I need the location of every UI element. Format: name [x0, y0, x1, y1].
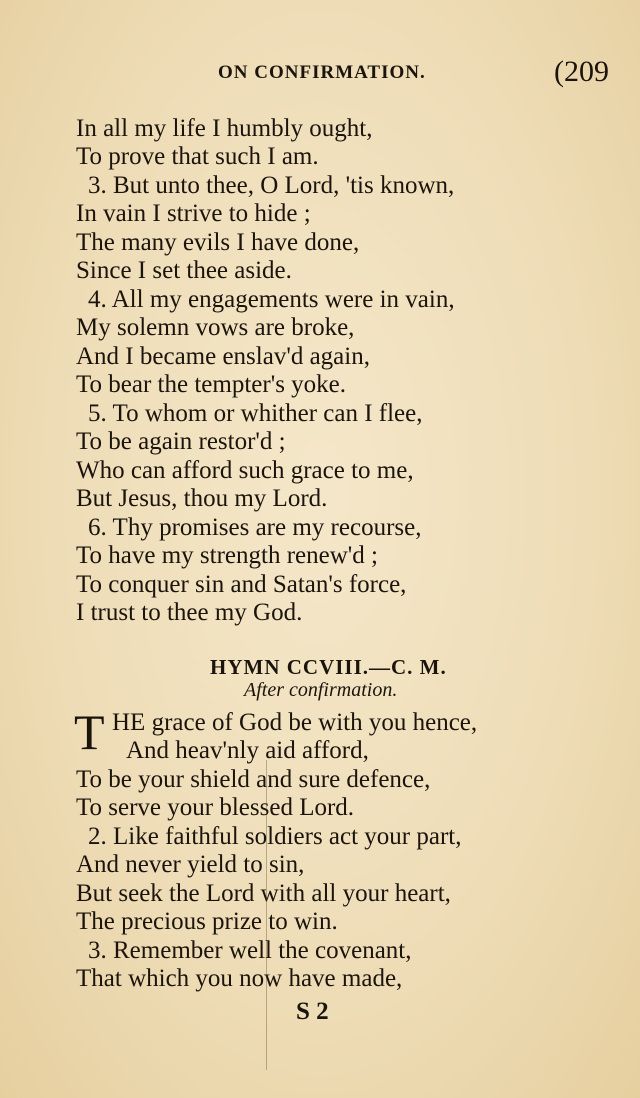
verse-line: In all my life I humbly ought,	[76, 115, 373, 142]
verse-line: 5. To whom or whither can I flee,	[88, 400, 423, 427]
verse-line: In vain I strive to hide ;	[76, 200, 311, 227]
hymn-line: But seek the Lord with all your heart,	[76, 880, 451, 907]
signature-mark: S 2	[296, 998, 329, 1025]
hymn-line: And heav'nly aid afford,	[126, 737, 369, 764]
verse-line: My solemn vows are broke,	[76, 314, 355, 341]
verse-line: Who can afford such grace to me,	[76, 457, 414, 484]
paper-crease	[266, 760, 267, 1070]
hymn-line: 2. Like faithful soldiers act your part,	[88, 823, 462, 850]
verse-line: 6. Thy promises are my recourse,	[88, 514, 422, 541]
hymn-line: To be your shield and sure defence,	[76, 766, 431, 793]
verse-line: 4. All my engagements were in vain,	[88, 286, 455, 313]
hymn-line: 3. Remember well the covenant,	[88, 937, 412, 964]
hymn-line: To serve your blessed Lord.	[76, 794, 355, 821]
verse-line: To have my strength renew'd ;	[76, 542, 378, 569]
page-number: (209	[554, 55, 609, 88]
verse-line: The many evils I have done,	[76, 229, 360, 256]
running-title: ON CONFIRMATION.	[218, 62, 426, 83]
verse-line: Since I set thee aside.	[76, 257, 292, 284]
verse-line: To bear the tempter's yoke.	[76, 371, 347, 398]
verse-line: To prove that such I am.	[76, 143, 319, 170]
hymn-subtitle: After confirmation.	[244, 679, 398, 701]
hymn-line: That which you now have made,	[76, 965, 403, 992]
verse-line: 3. But unto thee, O Lord, 'tis known,	[88, 172, 455, 199]
verse-line: But Jesus, thou my Lord.	[76, 485, 328, 512]
hymn-line: And never yield to sin,	[76, 851, 305, 878]
hymn-line: HE grace of God be with you hence,	[112, 709, 478, 736]
drop-cap: T	[74, 704, 105, 760]
verse-line: To conquer sin and Satan's force,	[76, 571, 407, 598]
hymn-line: The precious prize to win.	[76, 908, 338, 935]
verse-line: And I became enslav'd again,	[76, 343, 370, 370]
hymn-heading: HYMN CCVIII.—C. M.	[210, 655, 447, 679]
verse-line: I trust to thee my God.	[76, 599, 303, 626]
verse-line: To be again restor'd ;	[76, 428, 286, 455]
